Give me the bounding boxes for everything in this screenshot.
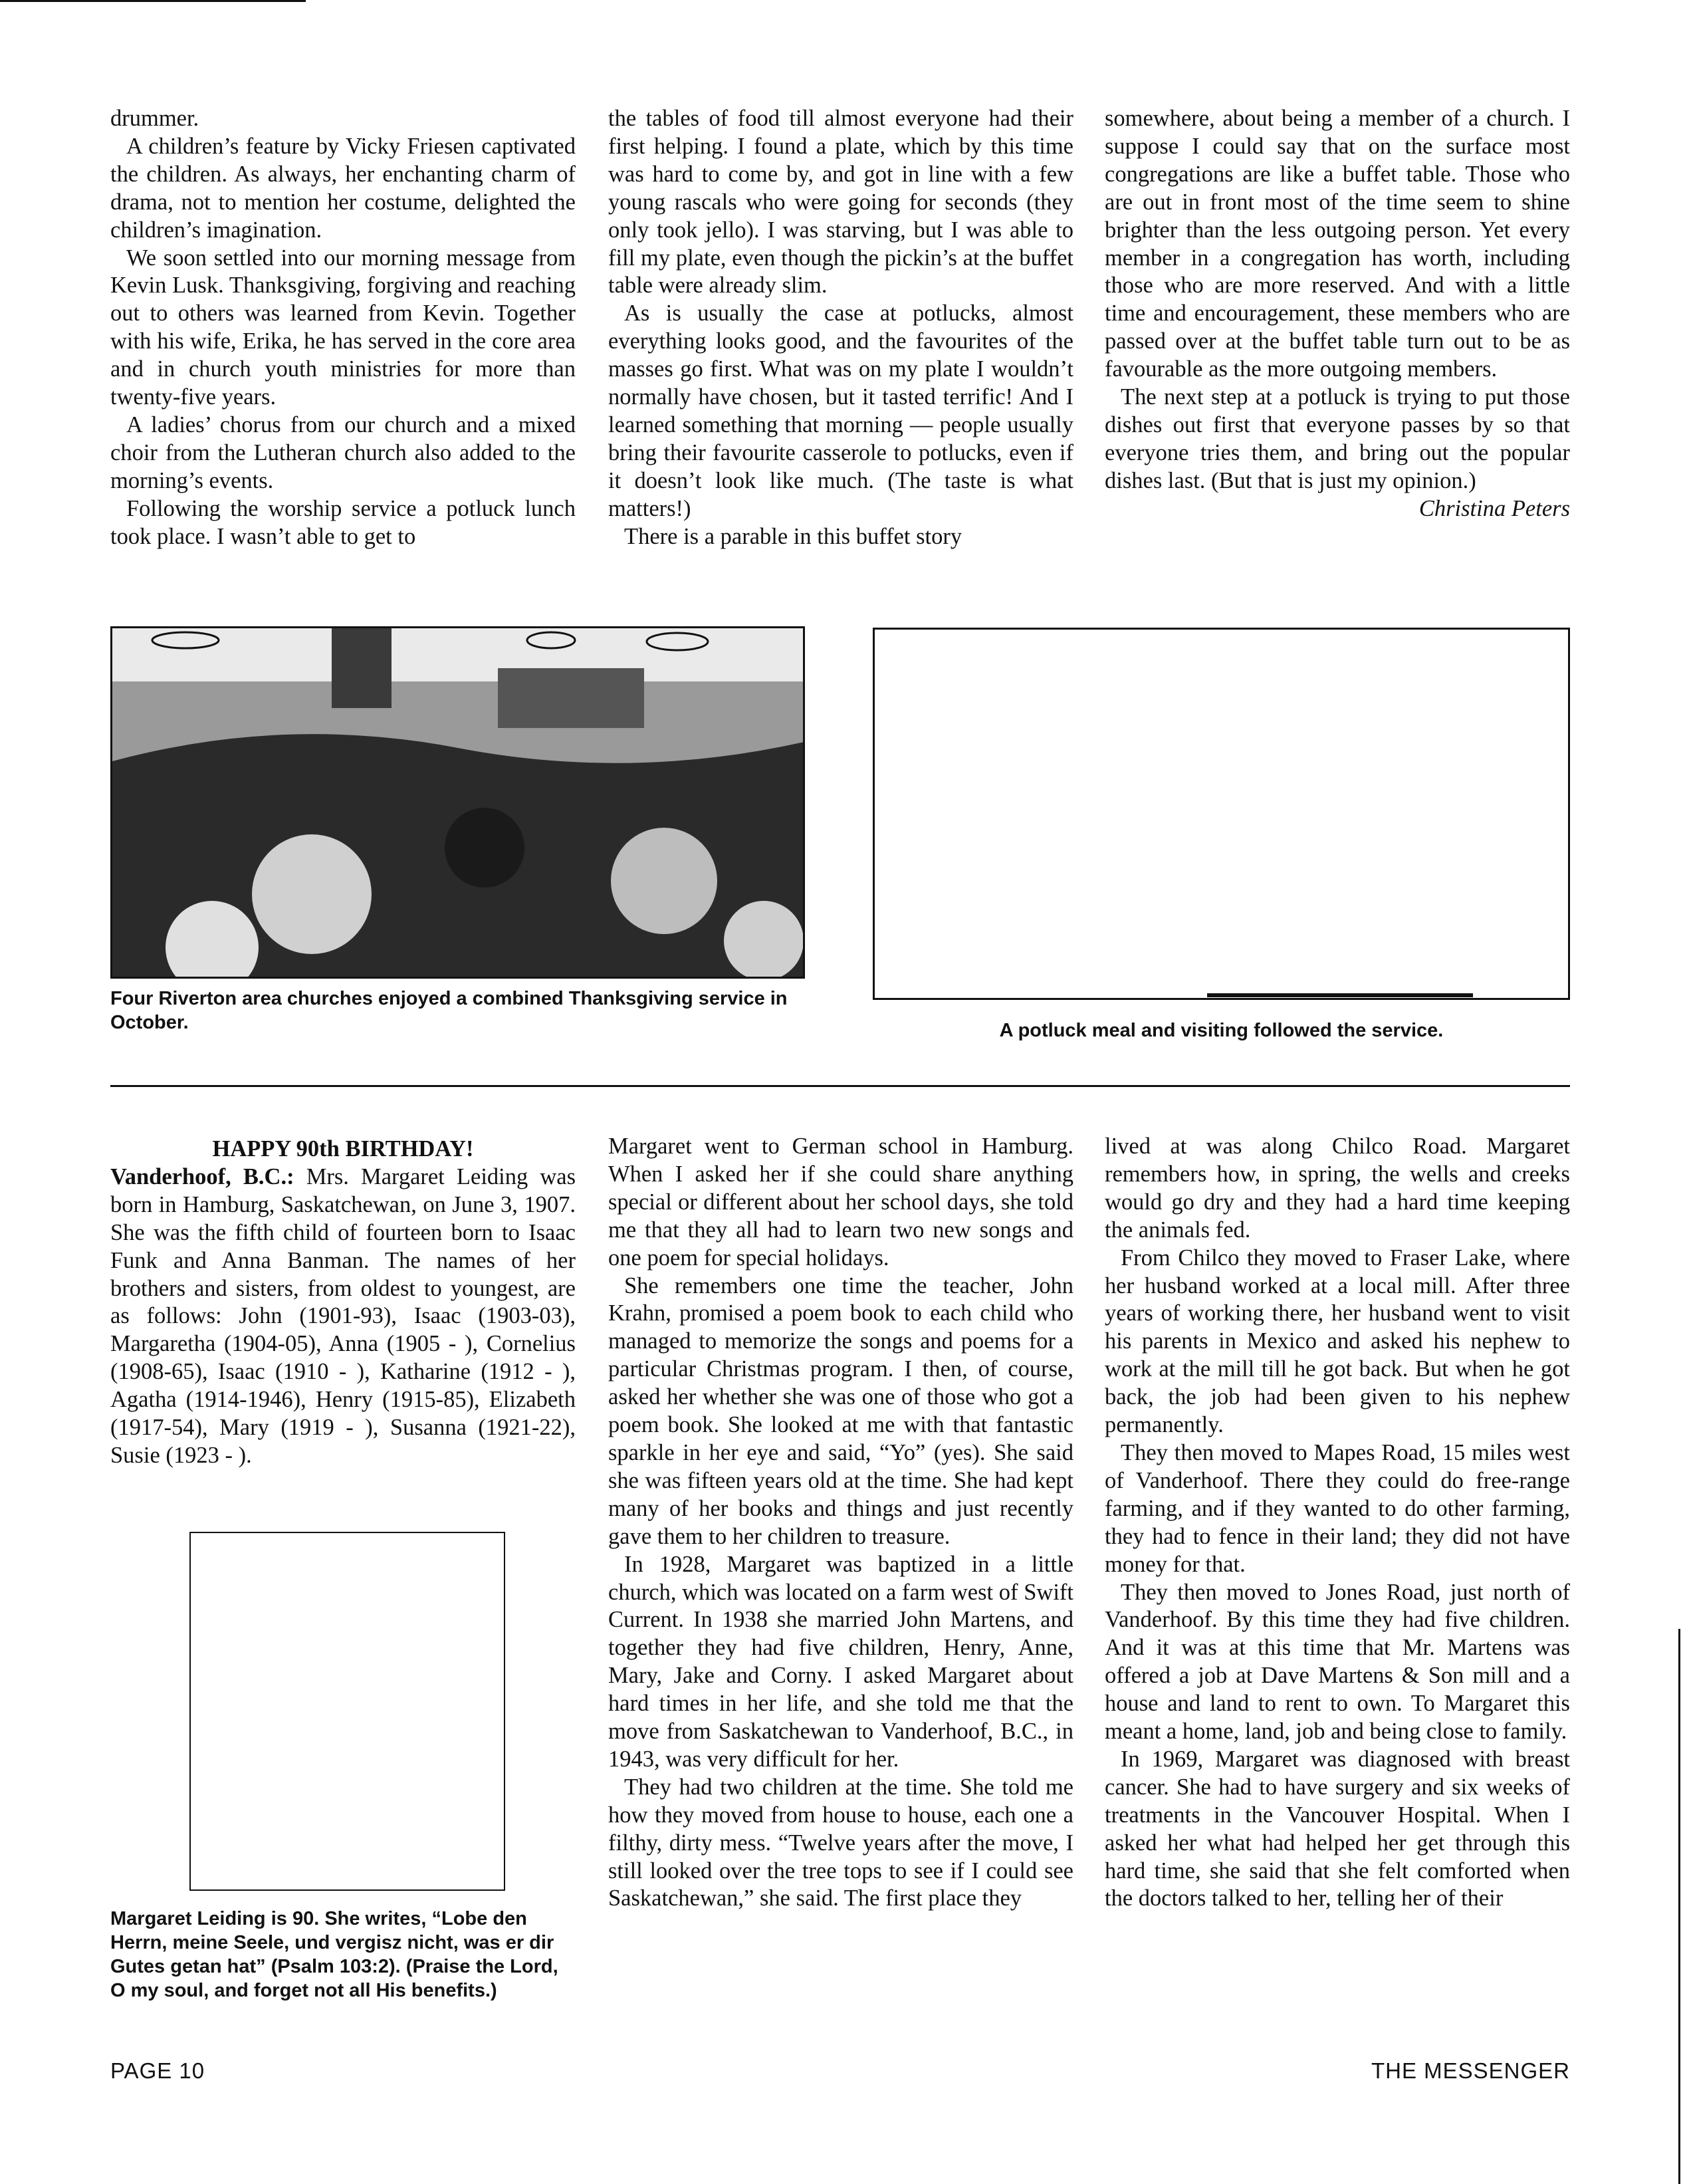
congregation-photo bbox=[110, 626, 805, 979]
paragraph: somewhere, about being a member of a church. I suppose I could say that on the surface most congregations are like a buffet table. Those who are out in front most of the time seem to shine brighter than the less outgoing person. Yet every member in a congregation has worth, including those who are more reserved. And with a little time and encouragement, these members who are passed over at the buffet table turn out to be as favourable as the more outgoing members. bbox=[1105, 106, 1570, 382]
congregation-photo-caption: Four Riverton area churches enjoyed a combined Thanksgiving service in October. bbox=[110, 988, 788, 1033]
paragraph: Following the worship service a potluck lunch took place. I wasn’t able to get to bbox=[110, 495, 576, 549]
birthday-heading: HAPPY 90th BIRTHDAY! bbox=[212, 1136, 474, 1161]
top-article-col2 bbox=[608, 105, 1073, 551]
paragraph: The next step at a potluck is trying to put those dishes out first that everyone passes by so that everyone tries them, and bring out the popular dishes last. (But that is just my opinion.) bbox=[1105, 384, 1570, 493]
intro-text: Mrs. Margaret Leiding was born in Hamburg, Saskatchewan, on June 3, 1907. She was the fifth child of fourteen born to Isaac Funk and Anna Banman. The names of her brothers and sisters, from oldest to youngest, are as follows: John (1901-93), Isaac (1903-03), Margaretha (1904-05), Anna (1905 - ), Cornelius (1908-65), Isaac (1910 - ), Katharine (1912 - ), Agatha (1914-1946), Henry (1915-85), Elizabeth (1917-54), Mary (1919 - ), Susanna (1921-22), Susie (1923 - ). bbox=[110, 1163, 576, 1468]
paragraph: There is a parable in this buffet story bbox=[624, 523, 962, 549]
top-article-col3 bbox=[1105, 105, 1570, 523]
paragraph: lived at was along Chilco Road. Margaret remembers how, in spring, the wells and creeks would go dry and they had a hard time keeping the animals fed. bbox=[1105, 1134, 1570, 1243]
paragraph: We soon settled into our morning message from Kevin Lusk. Thanksgiving, forgiving and reaching out to others was learned from Kevin. Together with his wife, Erika, he has served in the core area and in church youth ministries for more than twenty-five years. bbox=[110, 245, 576, 410]
author-signature: Christina Peters bbox=[1418, 495, 1570, 521]
paragraph: A children’s feature by Vicky Friesen captivated the children. As always, her enchanting charm of drama, not to mention her costume, delighted the children’s imagination. bbox=[110, 133, 576, 243]
corner-rule bbox=[0, 0, 306, 2]
paragraph: drummer. bbox=[110, 106, 199, 131]
paragraph: From Chilco they moved to Fraser Lake, where her husband worked at a local mill. After three years of working there, her husband went to visit his parents in Mexico and asked his nephew to work at the mill till he got back. But when he got back, the job had been given to his nephew permanently. bbox=[1105, 1245, 1570, 1438]
paragraph: A ladies’ chorus from our church and a mixed choir from the Lutheran church also added to the morning’s events. bbox=[110, 412, 576, 493]
paragraph: They then moved to Mapes Road, 15 miles west of Vanderhoof. There they could do free-range farming, and if they wanted to do other farming, they had to fence in their land; they did not have money for that. bbox=[1105, 1439, 1570, 1577]
congregation-photo-image bbox=[112, 628, 805, 979]
paragraph: As is usually the case at potlucks, almost everything looks good, and the favourites of the masses go first. What was on my plate I wouldn’t normally have chosen, but it tasted terrific! And I learned something that morning — people usually bring their favourite casserole to potlucks, even if it doesn’t look like much. (The taste is what matters!) bbox=[608, 301, 1073, 521]
paragraph: She remembers one time the teacher, John Krahn, promised a poem book to each child who managed to memorize the songs and poems for a particular Christmas program. I then, of course, asked her whether she was one of those who got a poem book. She looked at me with that fantastic sparkle in her eye and said, “Yo” (yes). She said she was fifteen years old at the time. She had kept many of her books and things and just recently gave them to her children to treasure. bbox=[608, 1273, 1073, 1549]
paragraph: Margaret went to German school in Hamburg. When I asked her if she could share anything special or different about her school days, she told me that they all had to learn two new songs and one poem for special holidays. bbox=[608, 1134, 1073, 1271]
dateline: Vanderhoof, B.C.: bbox=[110, 1163, 294, 1189]
paragraph bbox=[110, 1163, 576, 1470]
margaret-photo bbox=[189, 1532, 505, 1891]
scan-edge-line bbox=[1678, 1629, 1680, 2184]
publication-name: THE MESSENGER bbox=[1371, 2058, 1570, 2083]
birthday-col2 bbox=[608, 1133, 1073, 1913]
paragraph: In 1928, Margaret was baptized in a little church, which was located on a farm west of Swift Current. In 1938 she married John Martens, and together they had five children, Henry, Anne, Mary, Jake and Corny. I asked Margaret about hard times in her life, and she told me that the move from Saskatchewan to Vanderhoof, B.C., in 1943, was very difficult for her. bbox=[608, 1551, 1073, 1772]
birthday-col3 bbox=[1105, 1133, 1570, 1913]
potluck-photo-image bbox=[875, 630, 1570, 1000]
birthday-col1 bbox=[110, 1136, 576, 1470]
page-number: PAGE 10 bbox=[110, 2058, 205, 2083]
top-article-col1 bbox=[110, 105, 576, 551]
paragraph: They then moved to Jones Road, just north of Vanderhoof. By this time they had five children. And it was at this time that Mr. Martens was offered a job at Dave Martens & Son mill and a house and land to rent to own. To Margaret this meant a home, land, job and being close to family. bbox=[1105, 1579, 1570, 1745]
paragraph: In 1969, Margaret was diagnosed with breast cancer. She had to have surgery and six weeks of treatments in the Vancouver Hospital. When I asked her what had helped her get through this hard time, she said that she felt comforted when the doctors talked to her, telling her of their bbox=[1105, 1746, 1570, 1911]
paragraph: They had two children at the time. She told me how they moved from house to house, each one a filthy, dirty mess. “Twelve years after the move, I still looked over the tree tops to see if I could see Saskatchewan,” she said. The first place they bbox=[608, 1774, 1073, 1911]
margaret-photo-caption: Margaret Leiding is 90. She writes, “Lobe den Herrn, meine Seele, und vergisz nicht, was er dir Gutes getan hat” (Psalm 103:2). (Praise the Lord, O my soul, and forget not all His benefits.) bbox=[110, 1908, 558, 2001]
potluck-photo-caption: A potluck meal and visiting followed the service. bbox=[999, 1020, 1444, 1041]
section-divider bbox=[110, 1085, 1570, 1087]
paragraph: the tables of food till almost everyone had their first helping. I found a plate, which by this time was hard to come by, and got in line with a few young rascals who were going for seconds (they only took jello). I was starving, but I was able to fill my plate, even though the pickin’s at the buffet table were already slim. bbox=[608, 106, 1073, 299]
margaret-photo-image bbox=[191, 1533, 505, 1891]
potluck-photo bbox=[873, 628, 1570, 1000]
